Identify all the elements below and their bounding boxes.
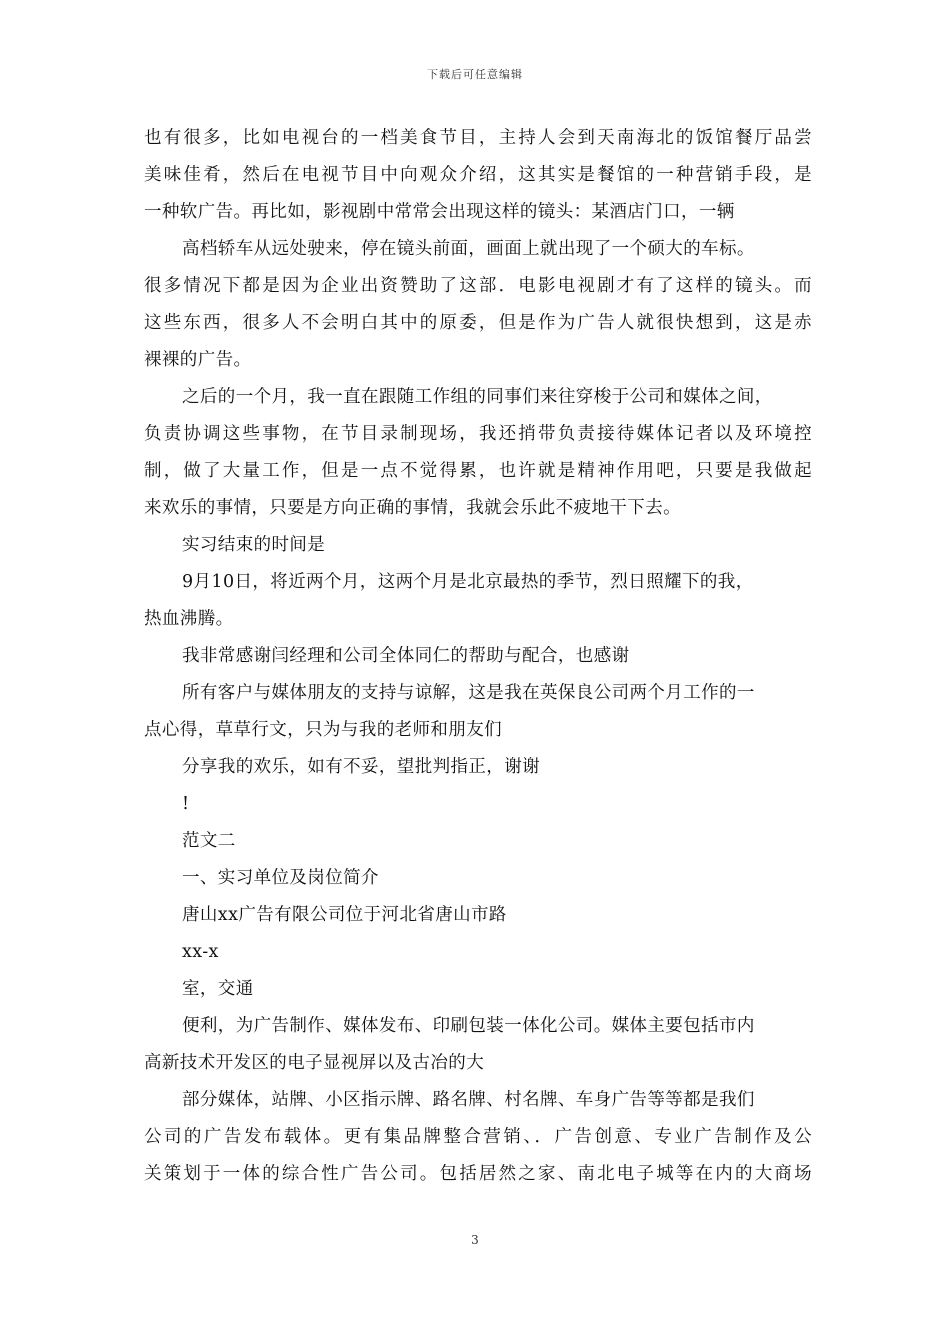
text-line: 点心得，草草行文，只为与我的老师和朋友们 xyxy=(144,720,502,740)
text-line: 美味佳肴，然后在电视节目中向观众介绍，这其实是餐馆的一种营销手段，是 xyxy=(144,165,812,185)
text-line: xx-x xyxy=(182,942,219,962)
text-line: 9月10日，将近两个月，这两个月是北京最热的季节，烈日照耀下的我， xyxy=(182,572,754,592)
text-line: 实习结束的时间是 xyxy=(182,535,326,555)
text-line: 分享我的欢乐，如有不妥，望批判指正，谢谢 xyxy=(182,757,540,777)
text-line: 公司的广告发布载体。更有集品牌整合营销、．广告创意、专业广告制作及公 xyxy=(144,1127,812,1147)
text-line: 热血沸腾。 xyxy=(144,609,234,629)
text-line: 这些东西，很多人不会明白其中的原委，但是作为广告人就很快想到，这是赤 xyxy=(144,313,812,333)
text-line: 所有客户与媒体朋友的支持与谅解，这是我在英保良公司两个月工作的一 xyxy=(182,683,755,703)
text-line: 一、实习单位及岗位简介 xyxy=(182,868,379,888)
text-line: 唐山xx广告有限公司位于河北省唐山市路 xyxy=(182,905,507,925)
text-line: 关策划于一体的综合性广告公司。包括居然之家、南北电子城等在内的大商场 xyxy=(144,1164,812,1184)
text-line: 裸裸的广告。 xyxy=(144,350,252,370)
text-line: 制，做了大量工作，但是一点不觉得累，也许就是精神作用吧，只要是我做起 xyxy=(144,461,812,481)
text-line: 负责协调这些事物，在节目录制现场，我还捎带负责接待媒体记者以及环境控 xyxy=(144,424,812,444)
text-line: 我非常感谢闫经理和公司全体同仁的帮助与配合，也感谢 xyxy=(182,646,630,666)
text-line: 也有很多，比如电视台的一档美食节目，主持人会到天南海北的饭馆餐厅品尝 xyxy=(144,128,812,148)
text-line: 来欢乐的事情，只要是方向正确的事情，我就会乐此不疲地干下去。 xyxy=(144,498,681,518)
page-header: 下载后可任意编辑 xyxy=(427,68,523,81)
text-line: ! xyxy=(182,794,190,814)
text-line: 部分媒体，站牌、小区指示牌、路名牌、村名牌、车身广告等等都是我们 xyxy=(182,1090,755,1110)
text-line: 范文二 xyxy=(182,831,236,851)
text-line: 一种软广告。再比如，影视剧中常常会出现这样的镜头：某酒店门口，一辆 xyxy=(144,202,735,222)
text-line: 高档轿车从远处驶来，停在镜头前面，画面上就出现了一个硕大的车标。 xyxy=(182,239,755,259)
text-line: 之后的一个月，我一直在跟随工作组的同事们来往穿梭于公司和媒体之间， xyxy=(182,387,773,407)
text-line: 便利，为广告制作、媒体发布、印刷包装一体化公司。媒体主要包括市内 xyxy=(182,1016,755,1036)
text-line: 高新技术开发区的电子显视屏以及古冶的大 xyxy=(144,1053,485,1073)
page-number: 3 xyxy=(471,1233,479,1247)
text-line: 很多情况下都是因为企业出资赞助了这部．电影电视剧才有了这样的镜头。而 xyxy=(144,276,812,296)
document-body xyxy=(144,120,812,1193)
text-line: 室，交通 xyxy=(182,979,254,999)
